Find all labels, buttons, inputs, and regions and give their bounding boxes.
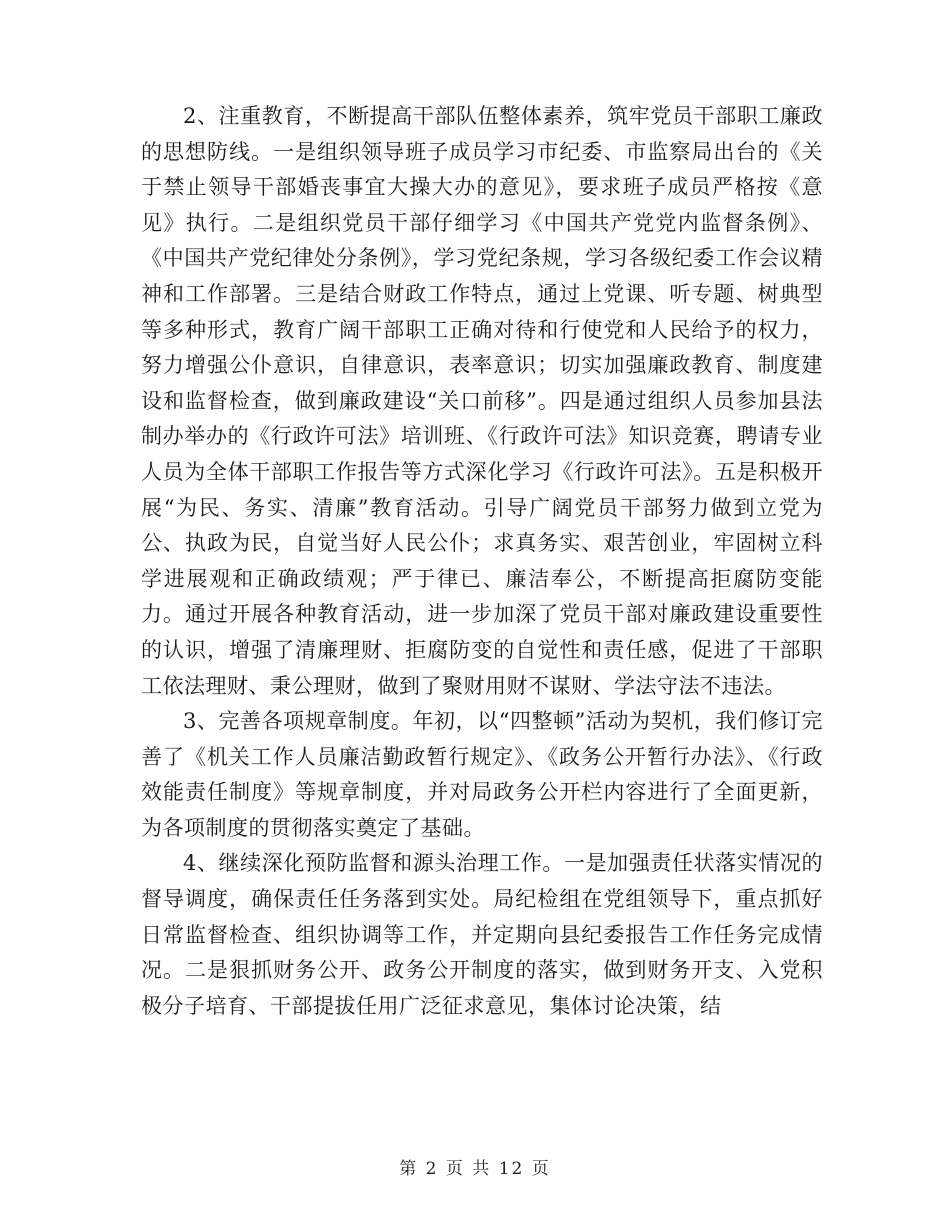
paragraph-regulations: 3、完善各项规章制度。年初，以“四整顿”活动为契机，我们修订完善了《机关工作人员廉洁勤政暂行规定》、《政务公开暂行办法》、《行政效能责任制度》等规章制度，并对局政务公开栏内容进行了全面更新，为各项制度的贯彻落实奠定了基础。 xyxy=(141,709,823,840)
paragraph-supervision: 4、继续深化预防监督和源头治理工作。一是加强责任状落实情况的督导调度，确保责任任务落到实处。局纪检组在党组领导下，重点抓好日常监督检查、组织协调等工作，并定期向县纪委报告工作任务完成情况。二是狠抓财务公开、政务公开制度的落实，做到财务开支、入党积极分子培育、干部提拔任用广泛征求意见，集体讨论决策，结 xyxy=(141,851,823,1018)
document-body xyxy=(141,99,823,1024)
paragraph-education: 2、注重教育，不断提高干部队伍整体素养，筑牢党员干部职工廉政的思想防线。一是组织领导班子成员学习市纪委、市监察局出台的《关于禁止领导干部婚丧事宜大操大办的意见》，要求班子成员严格按《意见》执行。二是组织党员干部仔细学习《中国共产党党内监督条例》、《中国共产党纪律处分条例》，学习党纪条规，学习各级纪委工作会议精神和工作部署。三是结合财政工作特点，通过上党课、听专题、树典型等多种形式，教育广阔干部职工正确对待和行使党和人民给予的权力，努力增强公仆意识，自律意识，表率意识；切实加强廉政教育、制度建设和监督检查，做到廉政建设“关口前移”。四是通过组织人员参加县法制办举办的《行政许可法》培训班、《行政许可法》知识竞赛，聘请专业人员为全体干部职工作报告等方式深化学习《行政许可法》。五是积极开展“为民、务实、清廉”教育活动。引导广阔党员干部努力做到立党为公、执政为民，自觉当好人民公仆；求真务实、艰苦创业，牢固树立科学进展观和正确政绩观；严于律已、廉洁奉公，不断提高拒腐防变能力。通过开展各种教育活动，进一步加深了党员干部对廉政建设重要性的认识，增强了清廉理财、拒腐防变的自觉性和责任感，促进了干部职工依法理财、秉公理财，做到了聚财用财不谋财、学法守法不违法。 xyxy=(141,104,823,698)
page-number-footer: 第 2 页 共 12 页 xyxy=(399,1159,551,1179)
